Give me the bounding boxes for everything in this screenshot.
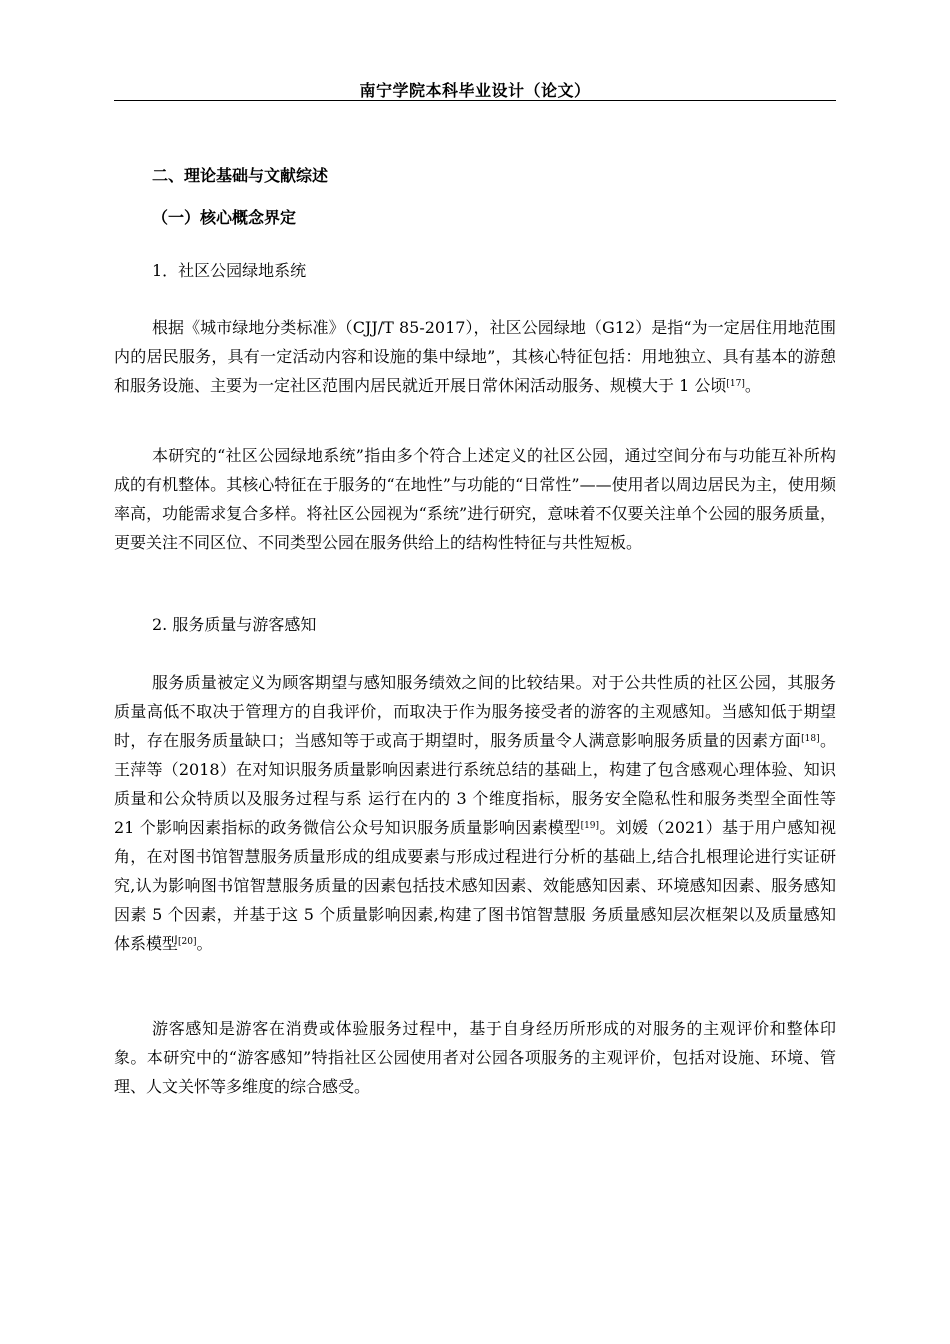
item2-paragraph-1-part-a: 服务质量被定义为顾客期望与感知服务绩效之间的比较结果。对于公共性质的社区公园，其服务质量高低不取决于管理方的自我评价，而取决于作为服务接受者的游客的主观感知。当感知低于期望时，存在服务质量缺口；当感知等于或高于期望时，服务质量令人满意影响服务质量的因素方面 [114, 673, 836, 750]
citation-18: [18] [801, 734, 820, 744]
citation-19: [19] [580, 821, 600, 831]
item2-paragraph-2: 游客感知是游客在消费或体验服务过程中，基于自身经历所形成的对服务的主观评价和整体印象。本研究中的“游客感知”特指社区公园使用者对公园各项服务的主观评价，包括对设施、环境、管理、人文关怀等多维度的综合感受。 [114, 1019, 836, 1096]
citation-17: [17] [726, 379, 745, 389]
item2-paragraph-1-part-d: 。 [196, 934, 213, 953]
item1-heading: 1．社区公园绿地系统 [152, 261, 307, 280]
item2-heading: 2. 服务质量与游客感知 [152, 615, 317, 634]
citation-20: [20] [178, 937, 197, 947]
item1-paragraph-2: 本研究的“社区公园绿地系统”指由多个符合上述定义的社区公园，通过空间分布与功能互补所构成的有机整体。其核心特征在于服务的“在地性”与功能的“日常性”——使用者以周边居民为主，使用频率高，功能需求复合多样。将社区公园视为“系统”进行研究，意味着不仅要关注单个公园的服务质量，更要关注不同区位、不同类型公园在服务供给上的结构性特征与共性短板。 [114, 446, 836, 552]
item2-paragraph-1-part-b: 。王萍等（2018）在对知识服务质量影响因素进行系统总结的基础上，构建了包含感观心理体验、知识质量和公众特质以及服务过程与系 运行在内的 3 个维度指标，服务安全隐私性和服务类型全面性等 21 个影响因素指标的政务微信公众号知识服务质量影响因素模型 [114, 731, 836, 837]
section-heading: 二、理论基础与文献综述 [152, 166, 329, 185]
header-divider [114, 100, 836, 101]
item1-paragraph-1 [114, 313, 836, 400]
item1-paragraph-1-text: 根据《城市绿地分类标准》（CJJ/T 85-2017），社区公园绿地（G12）是指“为一定居住用地范围内的居民服务，具有一定活动内容和设施的集中绿地”，其核心特征包括：用地独立、具有基本的游憩和服务设施、主要为一定社区范围内居民就近开展日常休闲活动服务、规模大于 1 公顷 [114, 318, 836, 395]
item2-paragraph-1-part-c: 。刘媛（2021）基于用户感知视角，在对图书馆智慧服务质量形成的组成要素与形成过程进行分析的基础上,结合扎根理论进行实证研究,认为影响图书馆智慧服务质量的因素包括技术感知因素、效能感知因素、环境感知因素、服务感知因素 5 个因素，并基于这 5 个质量影响因素,构建了图书馆智慧服 务质量感知层次框架以及质量感知体系模型 [114, 818, 836, 953]
item2-paragraph-1 [114, 668, 836, 958]
page-header-title: 南宁学院本科毕业设计（论文） [359, 81, 591, 100]
subsection-heading: （一）核心概念界定 [152, 208, 297, 227]
item1-paragraph-1-tail: 。 [744, 376, 761, 395]
